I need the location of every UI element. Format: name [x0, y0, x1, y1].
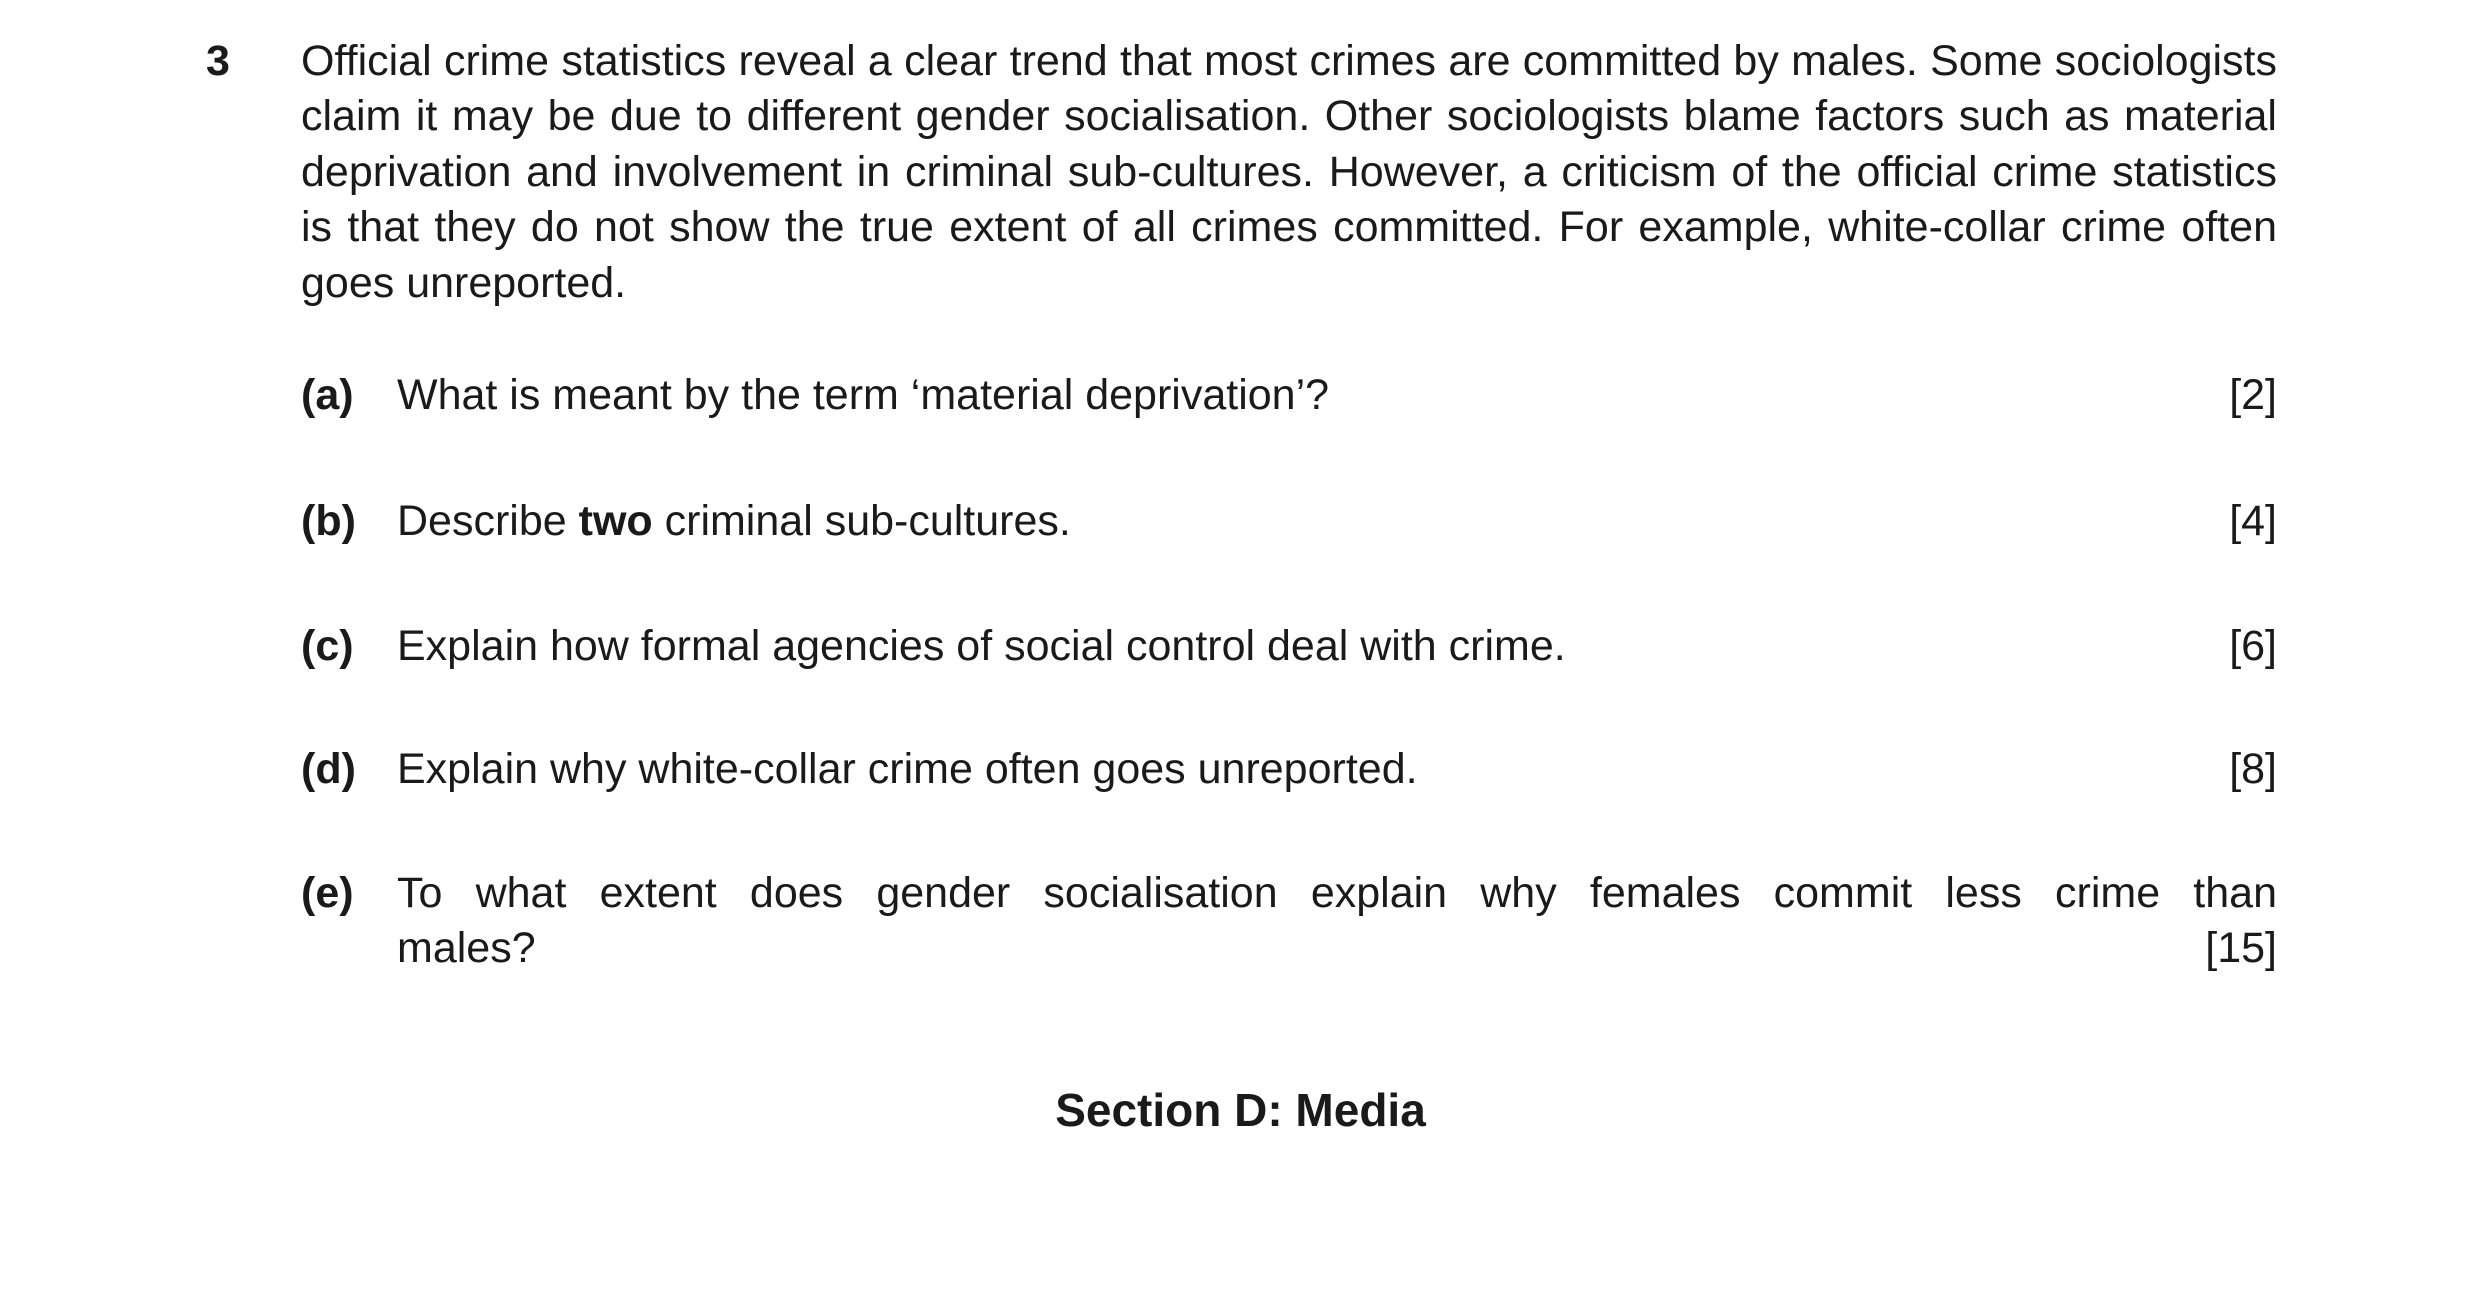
marks-badge: [4] — [2229, 497, 2277, 545]
part-label: (e) — [301, 869, 354, 917]
question-stem: Official crime statistics reveal a clear trend that most crimes are committed by males. Some sociologists claim it may be due to different gender socialisation. Other sociologists blame factors such as material deprivation and involvement in criminal sub-cultures. However, a criticism of the official crime statistics is that they do not show the true extent of all crimes committed. For example, white-collar crime often goes unreported. — [301, 37, 2277, 307]
part-text-before: Describe — [397, 497, 579, 545]
part-text: Explain how formal agencies of social control deal with crime. — [397, 622, 1566, 670]
marks-badge: [2] — [2229, 371, 2277, 419]
part-text-emphasis: two — [578, 497, 653, 545]
part-text-after: criminal sub-cultures. — [652, 497, 1071, 545]
part-label: (c) — [301, 622, 354, 670]
part-label: (d) — [301, 745, 356, 793]
marks-badge: [15] — [2205, 924, 2277, 972]
marks-badge: [8] — [2229, 745, 2277, 793]
part-text: What is meant by the term ‘material deprivation’? — [397, 371, 1330, 419]
question-number: 3 — [206, 37, 230, 85]
marks-badge: [6] — [2229, 622, 2277, 670]
part-text-line1: To what extent does gender socialisation explain why females commit less crime than — [397, 869, 2277, 917]
part-text — [397, 494, 2277, 549]
part-text-line2: males? — [397, 924, 536, 972]
part-label: (b) — [301, 497, 356, 545]
section-heading: Section D: Media — [1055, 1084, 1426, 1136]
part-label: (a) — [301, 371, 354, 419]
part-text: Explain why white-collar crime often goes unreported. — [397, 745, 1418, 793]
